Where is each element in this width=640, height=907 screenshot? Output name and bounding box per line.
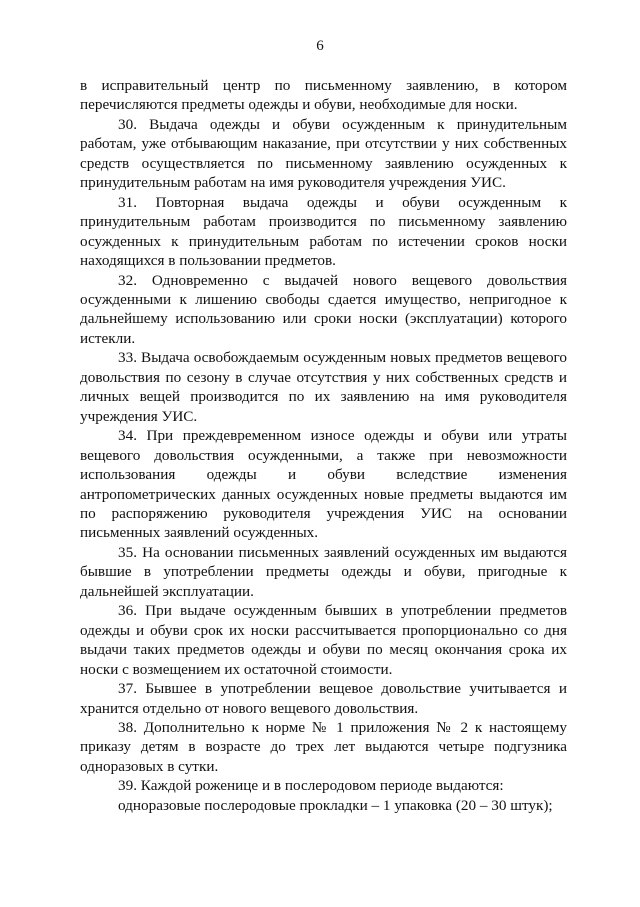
paragraph-item-34: 34. При преждевременном износе одежды и обуви или утраты вещевого довольствия осужденными, а также при невозможности использования одежды и обуви вследствие изменения антропометрических данных осужденных новые предметы выдаются им по распоряжению руководителя учреждения УИС на основании письменных заявлений осужденных. xyxy=(80,427,567,542)
paragraph-item-31: 31. Повторная выдача одежды и обуви осужденным к принудительным работам производится по письменному заявлению осужденных к принудительным работам по истечении сроков носки находящихся в пользовании предметов. xyxy=(80,193,567,270)
document-body xyxy=(80,76,567,815)
paragraph-item-38: 38. Дополнительно к норме № 1 приложения № 2 к настоящему приказу детям в возрасте до трех лет выдаются четыре подгузника одноразовых в сутки. xyxy=(80,718,567,775)
paragraph-item-33: 33. Выдача освобождаемым осужденным новых предметов вещевого довольствия по сезону в случае отсутствия у них собственных средств и личных вещей производится по их заявлению на имя руководителя учреждения УИС. xyxy=(80,349,567,425)
paragraph-item-32: 32. Одновременно с выдачей нового вещевого довольствия осужденными к лишению свободы сдается имущество, непригодное к дальнейшему использованию или сроки носки (эксплуатации) которого истекли. xyxy=(80,271,567,347)
paragraph-item-39: 39. Каждой роженице и в послеродовом периоде выдаются: xyxy=(118,777,504,795)
paragraph-item-39-list-entry: одноразовые послеродовые прокладки – 1 упаковка (20 – 30 штук); xyxy=(118,796,553,814)
page-number: 6 xyxy=(316,38,324,54)
paragraph-item-37: 37. Бывшее в употреблении вещевое довольствие учитывается и хранится отдельно от нового вещевого довольствия. xyxy=(80,680,567,717)
paragraph-item-35: 35. На основании письменных заявлений осужденных им выдаются бывшие в употреблении предметы одежды и обуви, пригодные к дальнейшей эксплуатации. xyxy=(80,543,567,600)
paragraph-item-30: 30. Выдача одежды и обуви осужденным к принудительным работам, уже отбывающим наказание, при отсутствии у них собственных средств осуществляется по письменному заявлению осужденных к принудительным работам на имя руководителя учреждения УИС. xyxy=(80,115,567,192)
paragraph-continuation: в исправительный центр по письменному заявлению, в котором перечисляются предметы одежды и обуви, необходимые для носки. xyxy=(80,77,567,114)
paragraph-item-36: 36. При выдаче осужденным бывших в употреблении предметов одежды и обуви срок их носки рассчитывается пропорционально со дня выдачи таких предметов одежды и обуви по месяц окончания срока их носки с возмещением их остаточной стоимости. xyxy=(80,602,567,678)
